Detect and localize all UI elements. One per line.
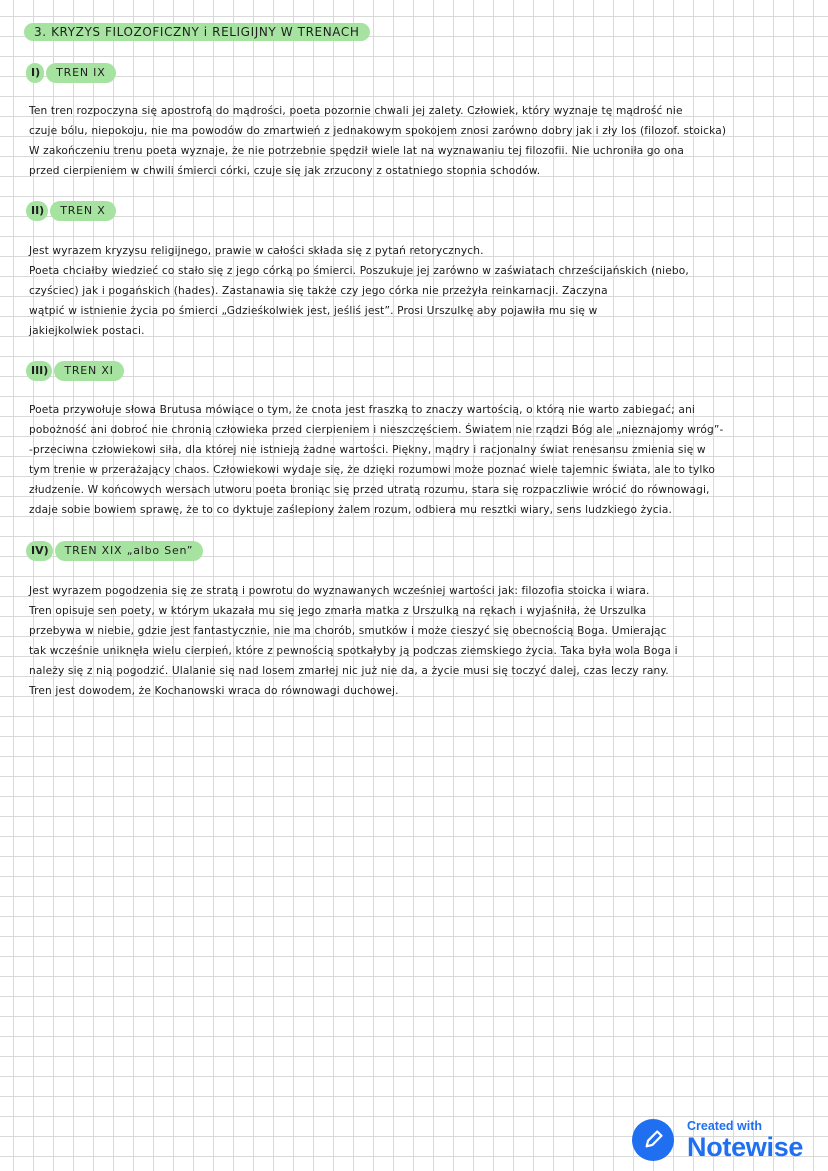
text-line: zdaje sobie bowiem sprawę, że to co dyktuje zaślepiony żalem rozum, odbiera mu resztki wiary, sens ludzkiego życia. xyxy=(29,504,673,516)
notewise-watermark xyxy=(632,1119,803,1161)
text-line: czuje bólu, niepokoju, nie ma powodów do zmartwień z jednakowym spokojem znosi zarówno dobry jak i zły los (filozof. stoicka) xyxy=(29,125,727,137)
text-line: Jest wyrazem pogodzenia się ze stratą i powrotu do wyznawanych wcześniej wartości jak: filozofia stoicka i wiara. xyxy=(29,585,650,597)
text-line: pobożność ani dobroć nie chronią człowieka przed cierpieniem i nieszczęściem. Światem nie rządzi Bóg ale „nieznajomy wróg”- xyxy=(29,424,724,436)
section-name: TREN X xyxy=(50,201,115,221)
text-line: Tren opisuje sen poety, w którym ukazała mu się jego zmarła matka z Urszulką na rękach i wyjaśniła, że Urszulka xyxy=(29,605,647,617)
section-number: IV) xyxy=(26,541,53,561)
text-line: Poeta chciałby wiedzieć co stało się z jego córką po śmierci. Poszukuje jej zarówno w zaświatach chrześcijańskich (niebo, xyxy=(29,265,689,277)
text-line: należy się z nią pogodzić. Ulalanie się nad losem zmarłej nic już nie da, a życie musi się toczyć dalej, czas leczy rany. xyxy=(29,665,669,677)
text-line: wątpić w istnienie życia po śmierci „Gdzieśkolwiek jest, jeśliś jest”. Prosi Urszulkę aby pojawiła mu się w xyxy=(29,305,598,317)
text-line: przebywa w niebie, gdzie jest fantastycznie, nie ma chorób, smutków i może cieszyć się obecnością Boga. Umierając xyxy=(29,625,667,637)
watermark-brand-text: Notewise xyxy=(687,1131,804,1162)
section-name: TREN IX xyxy=(46,63,115,83)
section-number: I) xyxy=(26,63,44,83)
watermark-small-text: Created with xyxy=(687,1118,763,1133)
section-number: III) xyxy=(26,361,52,381)
page-title: 3. KRYZYS FILOZOFICZNY i RELIGIJNY W TRENACH xyxy=(24,23,370,41)
text-line: Jest wyrazem kryzysu religijnego, prawie w całości składa się z pytań retorycznych. xyxy=(29,245,484,257)
text-line: W zakończeniu trenu poeta wyznaje, że nie potrzebnie spędził wiele lat na wyznawaniu tej filozofii. Nie uchroniła go ona xyxy=(29,145,685,157)
section-text-tren-xix xyxy=(29,581,828,701)
section-number: II) xyxy=(26,201,48,221)
text-line: tym trenie w przerażający chaos. Człowiekowi wydaje się, że dzięki rozumowi może poznać wiele tajemnic świata, ale to tylko xyxy=(29,464,715,476)
section-heading-tren-x xyxy=(26,201,116,221)
section-text-tren-x xyxy=(29,241,828,341)
text-line: tak wcześnie uniknęła wielu cierpień, które z pewnością spotkałyby ją podczas ziemskiego życia. Taka była wola Boga i xyxy=(29,645,678,657)
section-text-tren-ix xyxy=(29,101,828,181)
text-line: złudzenie. W końcowych wersach utworu poeta broniąc się przed utratą rozumu, stara się rozpaczliwie wrócić do równowagi, xyxy=(29,484,710,496)
text-line: Tren jest dowodem, że Kochanowski wraca do równowagi duchowej. xyxy=(29,685,399,697)
section-heading-tren-xi xyxy=(26,361,124,381)
section-heading-tren-ix xyxy=(26,63,116,83)
section-text-tren-xi xyxy=(29,400,828,520)
text-line: przed cierpieniem w chwili śmierci córki, czuje się jak zrzucony z ostatniego stopnia schodów. xyxy=(29,165,541,177)
section-name: TREN XIX „albo Sen” xyxy=(55,541,204,561)
section-name: TREN XI xyxy=(54,361,123,381)
text-line: Poeta przywołuje słowa Brutusa mówiące o tym, że cnota jest fraszką to znaczy wartością, o którą nie warto zabiegać; ani xyxy=(29,404,696,416)
pencil-icon xyxy=(632,1119,674,1161)
section-heading-tren-xix xyxy=(26,541,203,561)
text-line: jakiejkolwiek postaci. xyxy=(29,325,145,337)
text-line: -przeciwna człowiekowi siła, dla której nie istnieją żadne wartości. Piękny, mądry i racjonalny świat renesansu zmienia się w xyxy=(29,444,706,456)
text-line: czyściec) jak i pogańskich (hades). Zastanawia się także czy jego córka nie przeżyła reinkarnacji. Zaczyna xyxy=(29,285,608,297)
text-line: Ten tren rozpoczyna się apostrofą do mądrości, poeta pozornie chwali jej zalety. Człowiek, który wyznaje tę mądrość nie xyxy=(29,105,683,117)
